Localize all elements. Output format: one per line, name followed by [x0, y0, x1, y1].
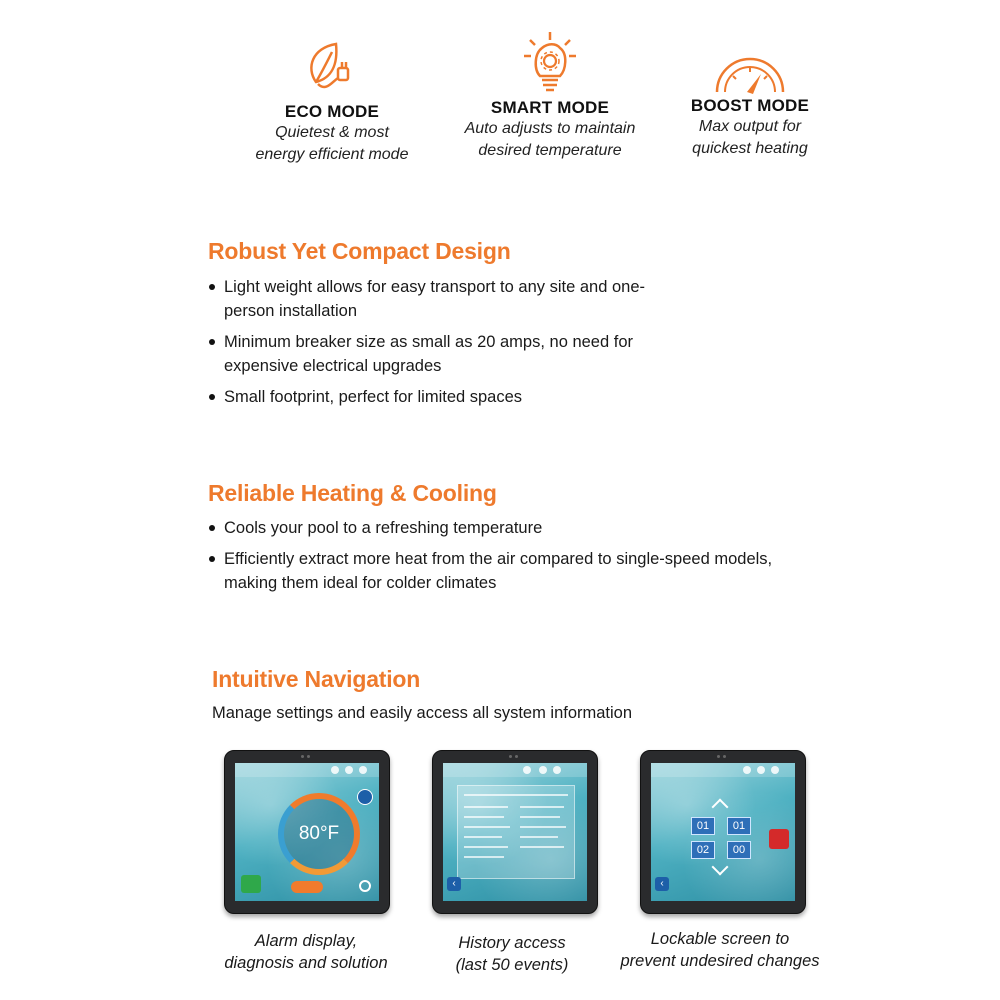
design-bullet-list: [207, 275, 827, 416]
lock-code-cell[interactable]: 00: [727, 841, 751, 859]
fan-icon: [757, 766, 765, 774]
design-section-title: Robust Yet Compact Design: [208, 238, 511, 264]
lightbulb-gear-icon: [520, 30, 580, 96]
history-row: [520, 836, 558, 838]
smart-mode-desc-2: desired temperature: [478, 142, 622, 159]
snow-icon: [553, 766, 561, 774]
temperature-readout: 80°F: [298, 823, 340, 844]
lock-code-cell[interactable]: 01: [727, 817, 751, 835]
back-button[interactable]: ‹: [447, 877, 461, 891]
eco-mode-desc-1: Quietest & most: [275, 124, 389, 141]
navigation-section-title: Intuitive Navigation: [212, 666, 421, 692]
history-row: [464, 816, 504, 818]
history-row: [464, 806, 508, 808]
list-item: Small footprint, perfect for limited spaces: [207, 385, 827, 409]
history-row: [520, 846, 564, 848]
fan-icon: [345, 766, 353, 774]
device-3-caption: [610, 928, 830, 972]
boost-mode: [640, 52, 860, 160]
caption-line-1: Alarm display,: [254, 932, 358, 950]
lock-code-cell[interactable]: 01: [691, 817, 715, 835]
device-history-screen: [432, 750, 598, 914]
history-list-panel[interactable]: [457, 785, 575, 879]
history-row: [520, 816, 560, 818]
unlock-icon[interactable]: [241, 875, 261, 893]
history-header-line: [464, 794, 568, 796]
history-row: [520, 806, 564, 808]
device-1-caption: [196, 930, 416, 974]
camera-dots: [717, 755, 727, 758]
status-bar: [443, 763, 587, 777]
history-row: [464, 856, 504, 858]
history-row: [520, 826, 566, 828]
snow-icon: [359, 766, 367, 774]
list-item: Efficiently extract more heat from the air compared to single-speed models, making them ideal for colder climates: [207, 547, 794, 595]
lock-code-cell[interactable]: 02: [691, 841, 715, 859]
back-button[interactable]: ‹: [655, 877, 669, 891]
caption-line-1: History access: [458, 934, 566, 952]
chevron-down-icon[interactable]: [712, 859, 729, 876]
camera-dots: [301, 755, 311, 758]
eco-mode-title: ECO MODE: [284, 102, 380, 121]
touch-screen: [651, 763, 795, 901]
smart-mode: [440, 30, 660, 162]
eco-mode: [222, 38, 442, 166]
lock-icon[interactable]: [769, 829, 789, 849]
smart-mode-title: SMART MODE: [490, 98, 610, 117]
chevron-up-icon[interactable]: [712, 799, 729, 816]
list-item: Minimum breaker size as small as 20 amps, no need for expensive electrical upgrades: [207, 330, 694, 378]
device-lock-screen: [640, 750, 806, 914]
caption-line-2: (last 50 events): [455, 956, 569, 974]
snow-icon: [771, 766, 779, 774]
history-row: [464, 826, 510, 828]
mode-chip[interactable]: [291, 881, 323, 893]
status-bar: [235, 763, 379, 777]
device-thermostat-screen: [224, 750, 390, 914]
history-row: [464, 836, 502, 838]
eco-mode-desc-2: energy efficient mode: [255, 146, 409, 163]
power-icon[interactable]: [357, 789, 373, 805]
drop-icon: [523, 766, 531, 774]
caption-line-1: Lockable screen to: [650, 930, 790, 948]
boost-mode-title: BOOST MODE: [690, 96, 810, 115]
drop-icon: [331, 766, 339, 774]
caption-line-2: prevent undesired changes: [620, 952, 820, 970]
device-2-caption: [402, 932, 622, 976]
list-item: Cools your pool to a refreshing temperature: [207, 516, 827, 540]
heating-bullet-list: [207, 516, 827, 602]
smart-mode-desc-1: Auto adjusts to maintain: [464, 120, 636, 137]
speedometer-icon: [713, 52, 787, 96]
caption-line-2: diagnosis and solution: [224, 954, 388, 972]
touch-screen: [443, 763, 587, 901]
gear-icon[interactable]: [359, 880, 371, 892]
history-row: [464, 846, 508, 848]
navigation-intro: Manage settings and easily access all system information: [212, 704, 633, 722]
list-item: Light weight allows for easy transport to any site and one-person installation: [207, 275, 674, 323]
drop-icon: [743, 766, 751, 774]
touch-screen: [235, 763, 379, 901]
camera-dots: [509, 755, 519, 758]
heating-section-title: Reliable Heating & Cooling: [208, 480, 497, 506]
temperature-dial[interactable]: [278, 793, 360, 875]
status-bar: [651, 763, 795, 777]
fan-icon: [539, 766, 547, 774]
leaf-plug-icon: [302, 38, 362, 96]
boost-mode-desc-2: quickest heating: [692, 140, 808, 157]
boost-mode-desc-1: Max output for: [698, 118, 802, 135]
